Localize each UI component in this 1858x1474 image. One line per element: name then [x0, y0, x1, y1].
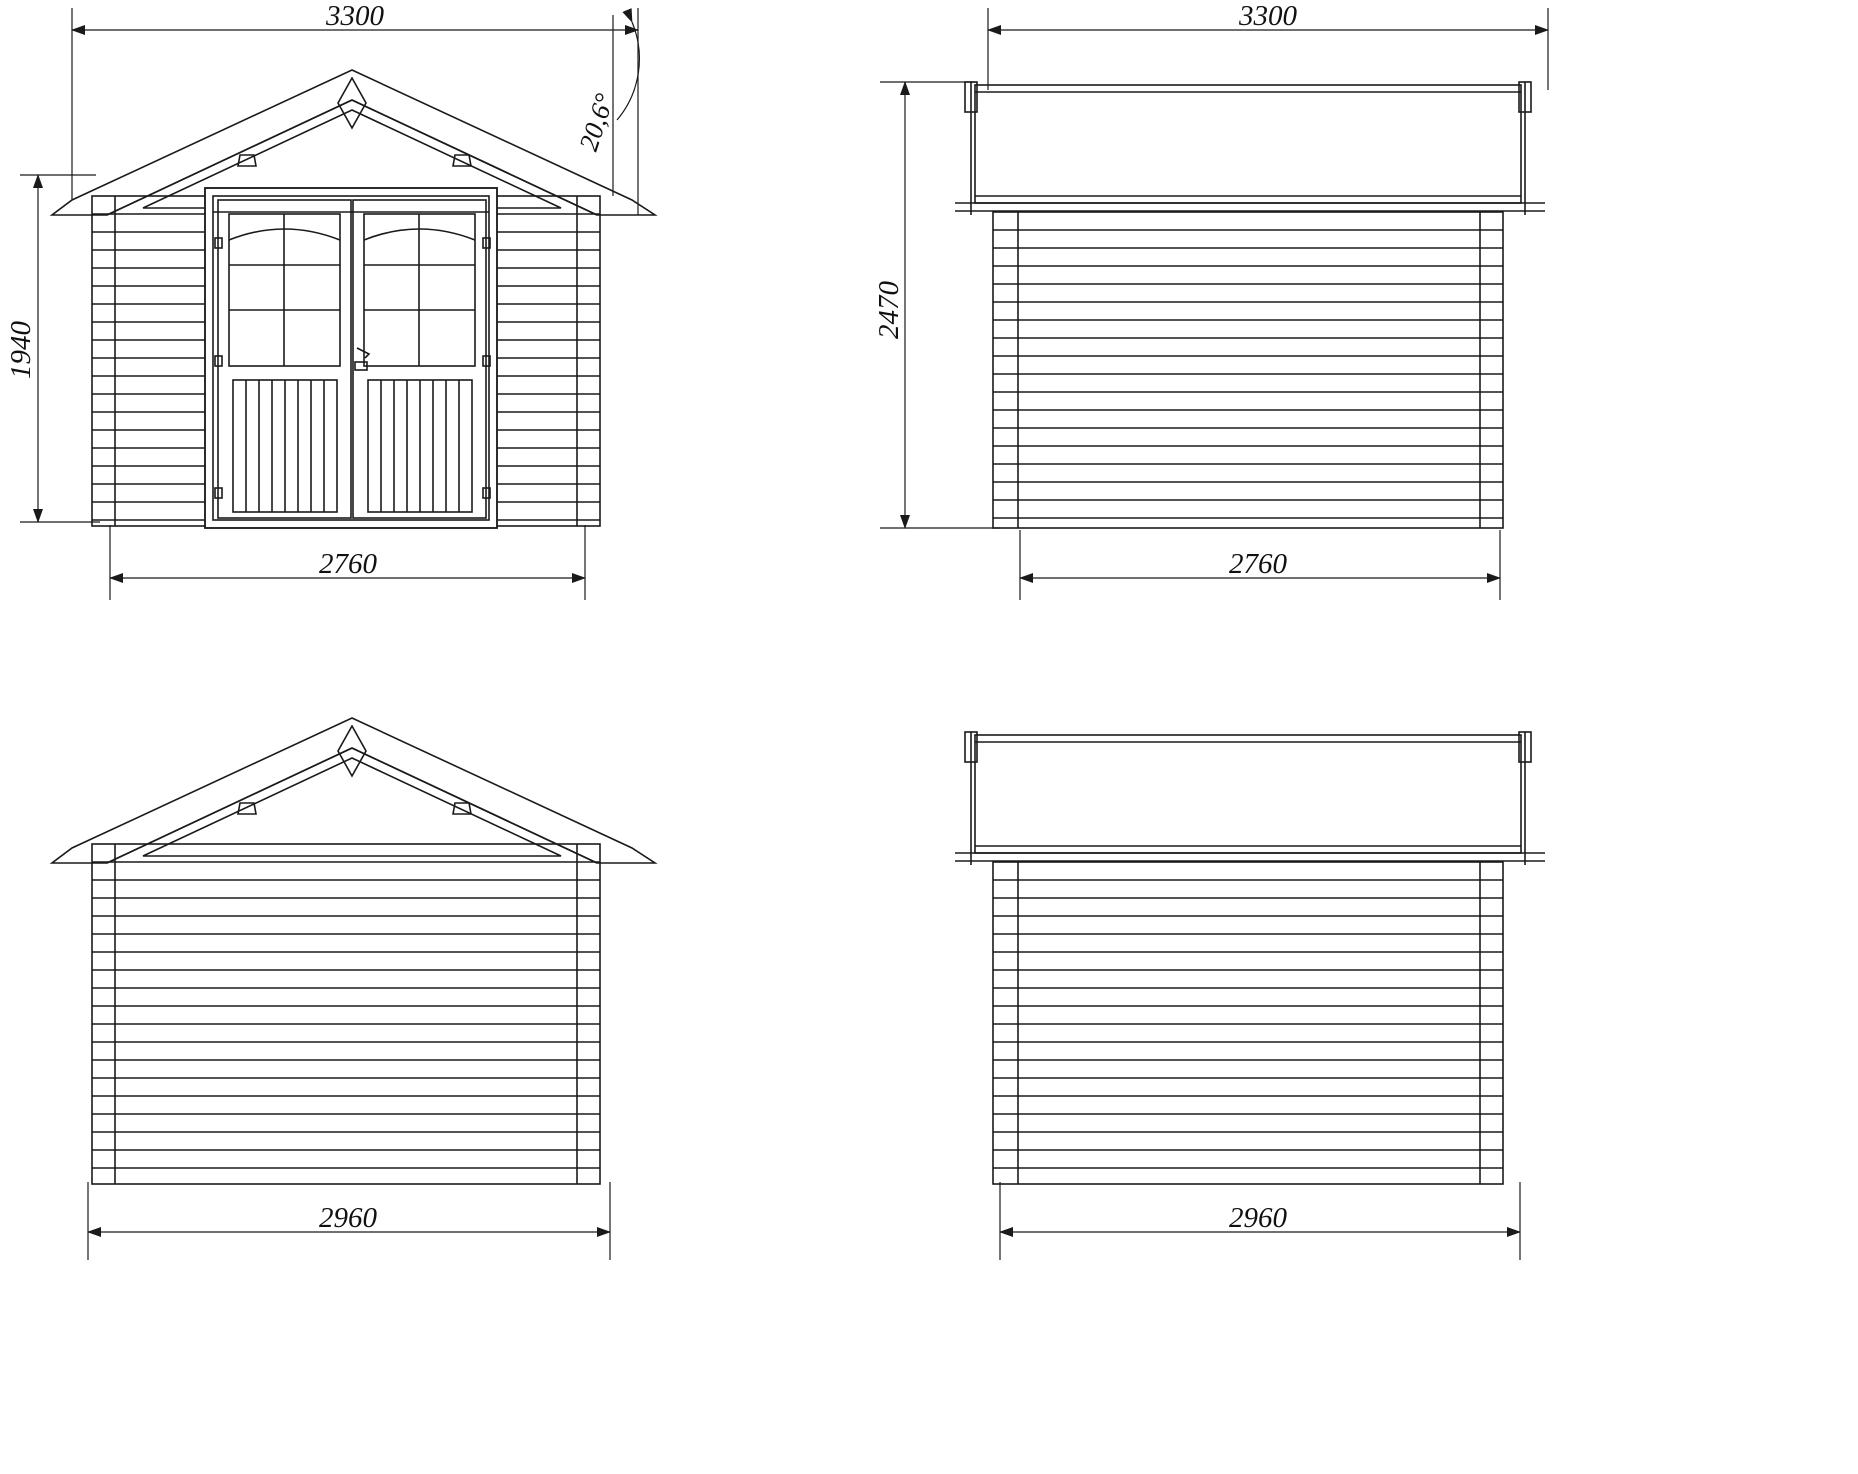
side2-wall: [993, 862, 1503, 1184]
dim-label-front-height: 1940: [5, 321, 37, 379]
view-front-elevation: [20, 8, 655, 600]
dim-label-side-height: 2470: [873, 281, 905, 339]
dim-label-side-top-width: 3300: [1239, 0, 1297, 32]
dim-label-front-top-width: 3300: [326, 0, 384, 32]
side2-roof: [955, 732, 1545, 865]
dim-label-rear-bottom-width: 2960: [319, 1202, 377, 1234]
dim-label-side-bottom-width: 2760: [1229, 548, 1287, 580]
view-side-elevation-left: [955, 732, 1545, 1260]
view-side-elevation-right: [880, 8, 1548, 600]
view-rear-elevation: [52, 718, 655, 1260]
front-door-assembly: [205, 188, 497, 528]
side-wall: [993, 212, 1503, 528]
dim-label-front-bottom-width: 2760: [319, 548, 377, 580]
dim-label-roof-angle: 20,6°: [573, 89, 620, 155]
rear-gable: [143, 758, 561, 856]
side-roof: [955, 82, 1545, 215]
dim-label-side2-bottom-width: 2960: [1229, 1202, 1287, 1234]
rear-wall: [92, 844, 600, 1184]
rear-roof: [52, 718, 655, 863]
